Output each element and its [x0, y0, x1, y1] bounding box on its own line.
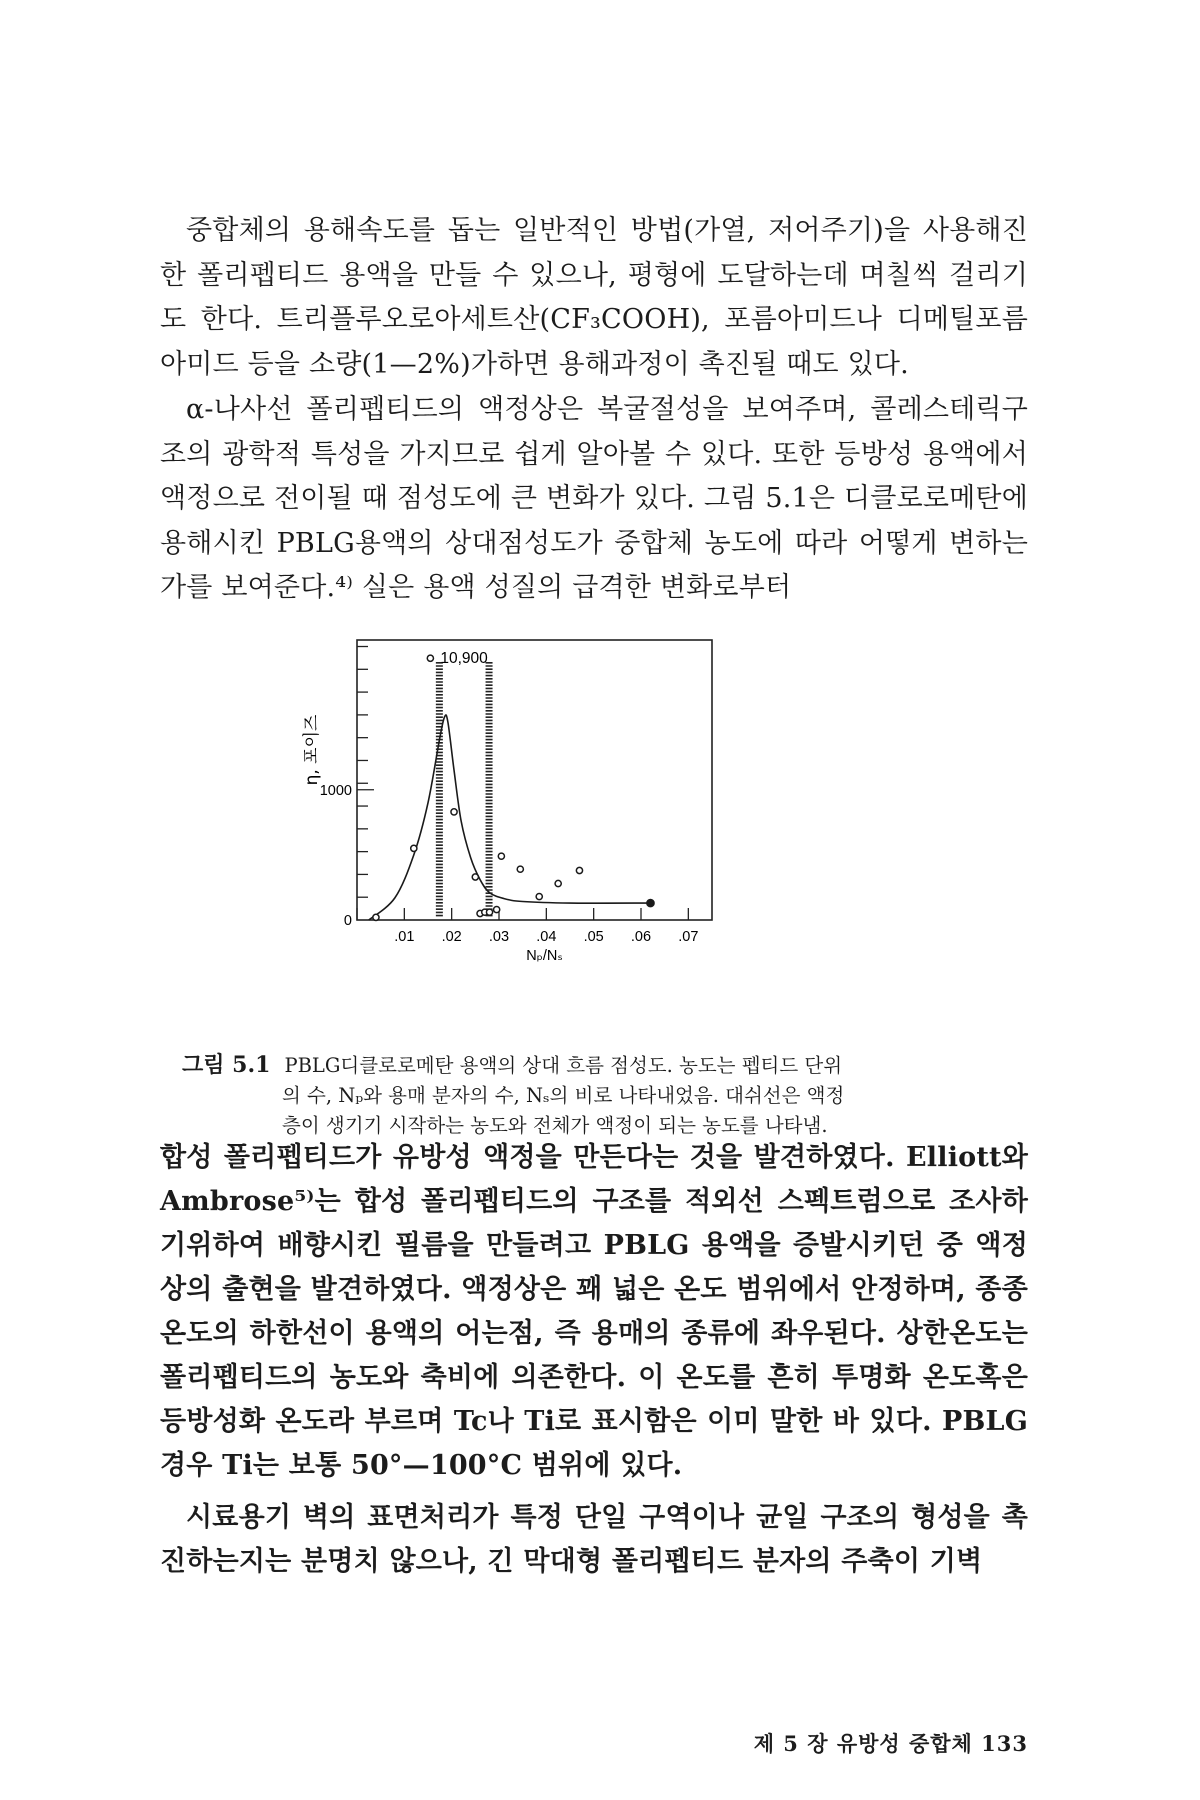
offscale-value-label: 10,900: [440, 650, 488, 668]
paragraph-surface: 시료용기 벽의 표면처리가 특정 단일 구역이나 균일 구조의 형성을 촉진하는지는 분명치 않으나, 긴 막대형 폴리펩티드 분자의 주축이 기벽: [160, 1502, 1028, 1577]
x-tick-label: .07: [678, 929, 699, 945]
data-point-1: [373, 914, 379, 920]
data-point-11: [536, 893, 542, 899]
y-tick-label: 1000: [319, 782, 352, 799]
paragraph-dissolution: 중합체의 용해속도를 돕는 일반적인 방법(가열, 저어주기)을 사용해진한 폴리펩티드 용액을 만들 수 있으나, 평형에 도달하는데 며칠씩 걸리기도 한다. 트리플루오로아세트산(CF₃COOH), 포름아미드나 디메틸포름아미드 등을 소량(1—2%)가하면 용해과정이 촉진될 때도 있다.: [160, 215, 1028, 380]
plot-frame: [357, 640, 712, 920]
data-point-14: [647, 899, 654, 906]
viscosity-chart: [300, 625, 860, 1015]
data-point-4: [472, 874, 478, 880]
paragraph-liquid-crystal: α-나사선 폴리펩티드의 액정상은 복굴절성을 보여주며, 콜레스테릭구조의 광학적 특성을 가지므로 쉽게 알아볼 수 있다. 또한 등방성 용액에서 액정으로 전이될 때 점성도에 큰 변화가 있다. 그림 5.1은 디클로로메탄에 용해시킨 PBLG용액의 상대점성도가 중합체 농도에 따라 어떻게 변하는가를 보여준다.⁴⁾ 실은 용액 성질의 급격한 변화로부터: [160, 394, 1028, 604]
paragraph-discovery: 합성 폴리펩티드가 유방성 액정을 만든다는 것을 발견하였다. Elliott와 Ambrose⁵⁾는 합성 폴리펩티드의 구조를 적외선 스펙트럼으로 조사하기위하여 배향시킨 필름을 만들려고 PBLG 용액을 증발시키던 중 액정상의 출현을 발견하였다. 액정상은 꽤 넓은 온도 범위에서 안정하며, 종종온도의 하한선이 용액의 어는점, 즉 용매의 종류에 좌우된다. 상한온도는 폴리펩티드의 농도와 축비에 의존한다. 이 온도를 흔히 투명화 온도혹은 등방성화 온도라 부르며 Tc나 Ti로 표시함은 이미 말한 바 있다. PBLG경우 Ti는 보통 50°—100°C 범위에 있다.: [160, 1142, 1028, 1481]
x-tick-label: .04: [536, 929, 557, 945]
x-tick-label: .06: [630, 929, 652, 945]
x-tick-label: .05: [583, 929, 604, 945]
figure-5-1-chart: [300, 625, 860, 1015]
x-tick-label: .03: [488, 929, 510, 945]
fitted-curve: [369, 715, 651, 920]
data-point-2: [411, 845, 417, 851]
data-point-8: [494, 906, 500, 912]
caption-line-3: 층이 생기기 시작하는 농도와 전체가 액정이 되는 농도를 나타냄.: [282, 1114, 828, 1137]
data-point-7: [486, 909, 492, 915]
x-tick-label: .01: [394, 929, 415, 945]
figure-caption: [182, 1050, 1022, 1141]
caption-label: 그림 5.1: [182, 1052, 271, 1078]
page-footer: 제 5 장 유방성 중합체 133: [753, 1731, 1028, 1756]
data-point-12: [555, 880, 561, 886]
caption-line-1: PBLG디클로로메탄 용액의 상대 흐름 점성도. 농도는 펩티드 단위: [284, 1054, 843, 1077]
x-axis-label: Nₚ/Nₛ: [526, 948, 563, 964]
data-point-9: [498, 853, 504, 859]
caption-line-2: 의 수, Nₚ와 용매 분자의 수, Nₛ의 비로 나타내었음. 대쉬선은 액정: [282, 1084, 845, 1107]
y-tick-label: 0: [343, 913, 352, 929]
data-point-3: [451, 809, 457, 815]
data-point-offscale: [427, 655, 433, 661]
data-point-10: [517, 866, 523, 872]
x-tick-label: .02: [441, 929, 462, 945]
y-axis-label: η, 포이즈: [302, 714, 322, 786]
data-point-13: [576, 867, 582, 873]
